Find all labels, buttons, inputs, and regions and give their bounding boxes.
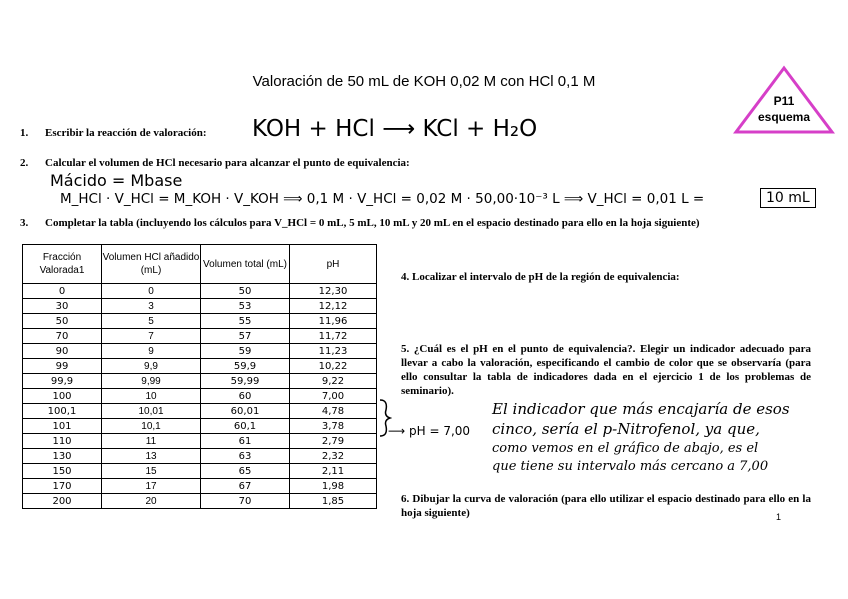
cell-vol-total: 59,9	[201, 359, 290, 374]
page-number: 1	[776, 512, 782, 522]
cell-ph: 2,32	[290, 449, 377, 464]
titration-table	[22, 244, 377, 509]
cell-fraction: 110	[23, 434, 102, 449]
answer-2-line1: Mácido = Mbase	[50, 171, 183, 190]
cell-ph: 2,11	[290, 464, 377, 479]
cell-vol-total: 70	[201, 494, 290, 509]
cell-fraction: 50	[23, 314, 102, 329]
cell-vol-hcl: 9,99	[102, 374, 201, 389]
table-row	[23, 404, 377, 419]
table-row	[23, 299, 377, 314]
cell-ph: 11,72	[290, 329, 377, 344]
table-row	[23, 464, 377, 479]
cell-vol-total: 59,99	[201, 374, 290, 389]
question-2-number: 2.	[20, 157, 29, 169]
header-fraction: Fracción Valorada1	[23, 245, 102, 284]
cell-ph: 3,78	[290, 419, 377, 434]
cell-vol-hcl: 7	[102, 329, 201, 344]
answer-5-line3: como vemos en el gráfico de abajo, es el	[492, 441, 759, 456]
cell-vol-hcl: 13	[102, 449, 201, 464]
cell-fraction: 99,9	[23, 374, 102, 389]
table-row	[23, 434, 377, 449]
cell-ph: 1,85	[290, 494, 377, 509]
cell-ph: 11,23	[290, 344, 377, 359]
cell-fraction: 130	[23, 449, 102, 464]
cell-vol-total: 63	[201, 449, 290, 464]
answer-5-line1: El indicador que más encajaría de esos	[492, 400, 790, 418]
cell-ph: 7,00	[290, 389, 377, 404]
cell-vol-hcl: 17	[102, 479, 201, 494]
cell-vol-hcl: 10	[102, 389, 201, 404]
page-title: Valoración de 50 mL de KOH 0,02 M con HCl 0,1 M	[252, 73, 596, 90]
cell-vol-total: 60	[201, 389, 290, 404]
cell-ph: 1,98	[290, 479, 377, 494]
cell-fraction: 101	[23, 419, 102, 434]
cell-vol-total: 65	[201, 464, 290, 479]
answer-2-line2: M_HCl · V_HCl = M_KOH · V_KOH ⟹ 0,1 M · V_HCl = 0,02 M · 50,00·10⁻³ L ⟹ V_HCl = 0,01 L =	[60, 191, 705, 207]
question-3	[20, 216, 820, 232]
cell-fraction: 100	[23, 389, 102, 404]
answer-5-line2: cinco, sería el p-Nitrofenol, ya que,	[492, 420, 760, 438]
table-row	[23, 344, 377, 359]
cell-ph: 10,22	[290, 359, 377, 374]
cell-vol-hcl: 10,1	[102, 419, 201, 434]
cell-vol-hcl: 20	[102, 494, 201, 509]
ph-note: ⟶ pH = 7,00	[388, 424, 471, 438]
cell-fraction: 70	[23, 329, 102, 344]
table-row	[23, 479, 377, 494]
cell-ph: 12,30	[290, 284, 377, 299]
cell-vol-hcl: 10,01	[102, 404, 201, 419]
question-1	[20, 126, 260, 142]
cell-fraction: 90	[23, 344, 102, 359]
question-3-number: 3.	[20, 217, 29, 229]
table-row	[23, 389, 377, 404]
answer-2-boxed: 10 mL	[760, 188, 816, 208]
cell-vol-total: 57	[201, 329, 290, 344]
table-row	[23, 359, 377, 374]
badge-line2: esquema	[757, 110, 811, 124]
cell-vol-total: 60,1	[201, 419, 290, 434]
cell-vol-total: 61	[201, 434, 290, 449]
table-row	[23, 494, 377, 509]
table-row	[23, 314, 377, 329]
question-6: 6. Dibujar la curva de valoración (para ello utilizar el espacio destinado para ello en la hoja siguiente)	[401, 493, 811, 519]
cell-vol-total: 50	[201, 284, 290, 299]
table-row	[23, 329, 377, 344]
question-2	[20, 156, 540, 172]
cell-vol-hcl: 0	[102, 284, 201, 299]
cell-fraction: 170	[23, 479, 102, 494]
cell-ph: 2,79	[290, 434, 377, 449]
answer-5-line4: que tiene su intervalo más cercano a 7,00	[492, 459, 769, 474]
cell-fraction: 30	[23, 299, 102, 314]
cell-fraction: 200	[23, 494, 102, 509]
cell-vol-hcl: 3	[102, 299, 201, 314]
table-row	[23, 449, 377, 464]
cell-vol-hcl: 9	[102, 344, 201, 359]
cell-ph: 9,22	[290, 374, 377, 389]
question-1-text: Escribir la reacción de valoración:	[45, 127, 207, 139]
question-2-text: Calcular el volumen de HCl necesario para alcanzar el punto de equivalencia:	[45, 157, 410, 169]
question-3-text: Completar la tabla (incluyendo los cálculos para V_HCl = 0 mL, 5 mL, 10 mL y 20 mL en el espacio destinado para ello en la hoja siguiente)	[45, 217, 700, 229]
table-row	[23, 419, 377, 434]
table-row	[23, 374, 377, 389]
question-5: 5. ¿Cuál es el pH en el punto de equivalencia?. Elegir un indicador adecuado para llevar a cabo la valoración, especificando el cambio de color que se observaría (para ello consultar la tabla de indicadores dada en el ejercicio 1 de los problemas de seminario).	[401, 343, 811, 397]
cell-fraction: 100,1	[23, 404, 102, 419]
cell-ph: 12,12	[290, 299, 377, 314]
cell-vol-total: 67	[201, 479, 290, 494]
question-1-number: 1.	[20, 127, 29, 139]
cell-ph: 11,96	[290, 314, 377, 329]
cell-vol-total: 59	[201, 344, 290, 359]
cell-vol-hcl: 15	[102, 464, 201, 479]
cell-vol-total: 60,01	[201, 404, 290, 419]
badge-line1: P11	[773, 94, 795, 108]
cell-vol-hcl: 11	[102, 434, 201, 449]
cell-fraction: 99	[23, 359, 102, 374]
header-ph: pH	[290, 245, 377, 284]
cell-fraction: 0	[23, 284, 102, 299]
cell-vol-total: 55	[201, 314, 290, 329]
table-row	[23, 284, 377, 299]
table-header-row	[23, 245, 377, 284]
header-vol-hcl: Volumen HCl añadido (mL)	[102, 245, 201, 284]
cell-vol-hcl: 9,9	[102, 359, 201, 374]
header-vol-total: Volumen total (mL)	[201, 245, 290, 284]
cell-ph: 4,78	[290, 404, 377, 419]
answer-1-reaction: KOH + HCl ⟶ KCl + H₂O	[252, 116, 538, 142]
cell-fraction: 150	[23, 464, 102, 479]
p11-badge	[732, 64, 836, 136]
cell-vol-total: 53	[201, 299, 290, 314]
question-4: 4. Localizar el intervalo de pH de la región de equivalencia:	[401, 271, 680, 283]
cell-vol-hcl: 5	[102, 314, 201, 329]
